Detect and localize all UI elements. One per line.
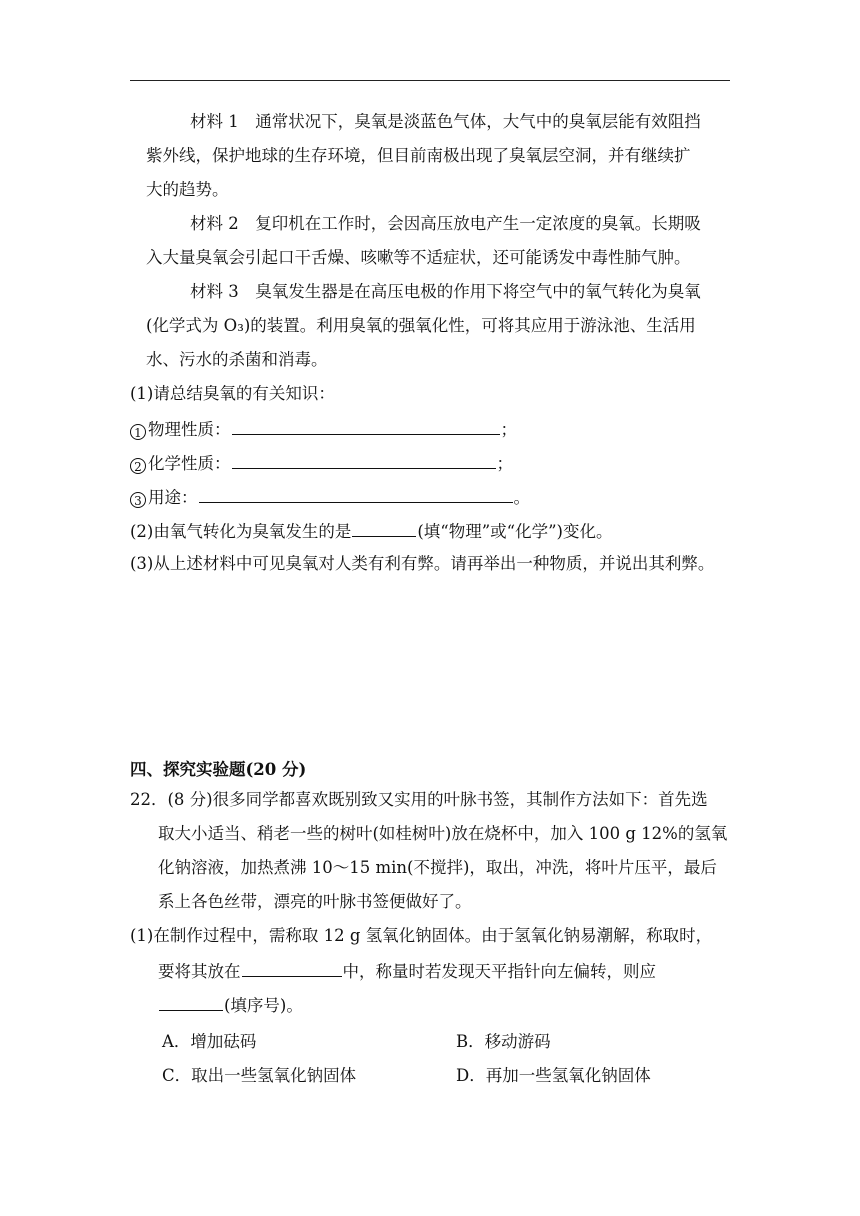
section-4-title: 四、探究实验题(20 分) — [130, 760, 307, 779]
question-2-after: (填“物理”或“化学”)变化。 — [417, 522, 613, 541]
question-1-stem: (1)请总结臭氧的有关知识： — [130, 384, 335, 403]
item-3-end: 。 — [513, 488, 530, 507]
question-1-item-1 — [130, 418, 750, 440]
material-1-line-3: 大的趋势。 — [146, 180, 229, 199]
question-22-line-4: 系上各色丝带，漂亮的叶脉书签便做好了。 — [158, 892, 472, 911]
option-a[interactable]: A．增加砝码 — [162, 1032, 257, 1051]
question-1-item-2 — [130, 452, 750, 474]
question-1-item-3 — [130, 486, 750, 508]
item-2-label: 化学性质： — [148, 454, 231, 473]
item-1-label: 物理性质： — [148, 420, 231, 439]
circled-number-3: 3 — [130, 492, 146, 508]
question-2 — [130, 520, 750, 542]
material-3-line-2: (化学式为 O₃)的装置。利用臭氧的强氧化性，可将其应用于游泳池、生活用 — [146, 316, 696, 335]
option-b[interactable]: B．移动游码 — [456, 1032, 551, 1051]
answer-blank-change-type[interactable] — [352, 520, 416, 537]
question-22-line-1: 22．(8 分)很多同学都喜欢既别致又实用的叶脉书签，其制作方法如下：首先选 — [130, 790, 708, 809]
sub-1-line-2-before: 要将其放在 — [158, 962, 241, 981]
answer-blank-physical-properties[interactable] — [232, 418, 500, 435]
option-c[interactable]: C．取出一些氢氧化钠固体 — [162, 1066, 357, 1085]
question-2-before: (2)由氧气转化为臭氧发生的是 — [130, 522, 352, 541]
material-3-line-1: 材料 3 臭氧发生器是在高压电极的作用下将空气中的氧气转化为臭氧 — [190, 282, 701, 301]
sub-1-line-2-after: 中，称量时若发现天平指针向左偏转，则应 — [342, 962, 656, 981]
answer-blank-option-choice[interactable] — [159, 994, 223, 1011]
question-22-sub-1-line-2 — [158, 960, 778, 982]
header-rule — [130, 80, 730, 81]
material-2-line-1: 材料 2 复印机在工作时，会因高压放电产生一定浓度的臭氧。长期吸 — [190, 214, 701, 233]
item-1-end: ； — [500, 420, 517, 439]
question-22-sub-1-line-1: (1)在制作过程中，需称取 12 g 氢氧化钠固体。由于氢氧化钠易潮解，称取时， — [130, 926, 713, 945]
question-22-sub-1-line-3 — [158, 994, 778, 1016]
item-2-end: ； — [496, 454, 513, 473]
item-3-label: 用途： — [148, 488, 198, 507]
material-3-line-3: 水、污水的杀菌和消毒。 — [146, 350, 328, 369]
material-1-line-1: 材料 1 通常状况下，臭氧是淡蓝色气体，大气中的臭氧层能有效阻挡 — [190, 112, 701, 131]
answer-blank-uses[interactable] — [199, 486, 513, 503]
answer-blank-chemical-properties[interactable] — [232, 452, 496, 469]
circled-number-1: 1 — [130, 424, 146, 440]
question-3: (3)从上述材料中可见臭氧对人类有利有弊。请再举出一种物质，并说出其利弊。 — [130, 554, 715, 573]
question-22-line-3: 化钠溶液，加热煮沸 10～15 min(不搅拌)，取出，冲洗，将叶片压平，最后 — [158, 858, 717, 877]
option-d[interactable]: D．再加一些氢氧化钠固体 — [456, 1066, 651, 1085]
sub-1-line-3-after: (填序号)。 — [224, 996, 303, 1015]
circled-number-2: 2 — [130, 458, 146, 474]
material-2-line-2: 入大量臭氧会引起口干舌燥、咳嗽等不适症状，还可能诱发中毒性肺气肿。 — [146, 248, 691, 267]
answer-blank-container[interactable] — [242, 960, 342, 977]
material-1-line-2: 紫外线，保护地球的生存环境，但目前南极出现了臭氧层空洞，并有继续扩 — [146, 146, 691, 165]
question-22-line-2: 取大小适当、稍老一些的树叶(如桂树叶)放在烧杯中，加入 100 g 12%的氢氧 — [158, 824, 728, 843]
